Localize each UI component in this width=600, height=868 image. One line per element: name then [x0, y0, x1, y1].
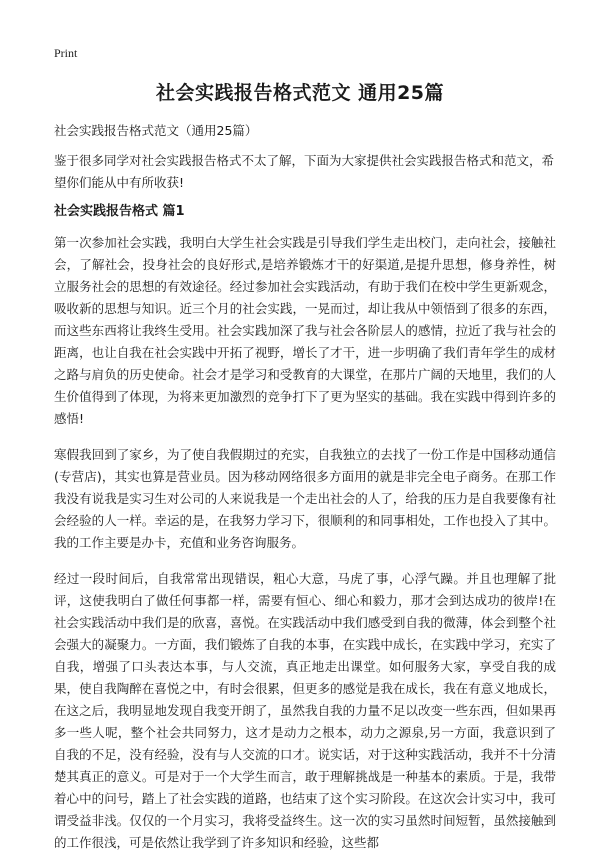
page-title: 社会实践报告格式范文 通用25篇: [155, 82, 445, 104]
body-paragraph-1: 第一次参加社会实践，我明白大学生社会实践是引导我们学生走出校门，走向社会，接触社会，了解社会，投身社会的良好形式,是培养锻炼才干的好渠道,是提升思想，修身养性，树立服务社会的思想的有效途径。经过参加社会实践活动，有助于我们在校中学生更新观念，吸收新的思想与知识。近三个月的社会实践，一晃而过，却让我从中领悟到了很多的东西，而这些东西将让我终生受用。社会实践加深了我与社会各阶层人的感情，拉近了我与社会的距离，也让自我在社会实践中开拓了视野，增长了才干，进一步明确了我们青年学生的成材之路与肩负的历史使命。社会才是学习和受教育的大课堂，在那片广阔的天地里，我们的人生价值得到了体现，为将来更加激烈的竞争打下了更为坚实的基础。我在实践中得到许多的感悟!: [54, 235, 556, 426]
body-paragraph-2: 寒假我回到了家乡，为了使自我假期过的充实，自我独立的去找了一份工作是中国移动通信(专营店)，其实也算是营业员。因为移动网络很多方面用的就是非完全电子商务。在那工作我没有说我是实习生对公司的人来说我是一个走出社会的人了，给我的压力是自我要像有社会经验的人一样。幸运的是，在我努力学习下，很顺利的和同事相处，工作也投入了其中。我的工作主要是办卡，充值和业务咨询服务。: [54, 447, 556, 550]
article-body: [54, 232, 556, 868]
body-paragraph-3: 经过一段时间后，自我常常出现错误，粗心大意，马虎了事，心浮气躁。并且也理解了批评，这使我明白了做任何事都一样，需要有恒心、细心和毅力，那才会到达成功的彼岸!在社会实践活动中我们是的欣喜，喜悦。在实践活动中我们感受到自我的微薄，体会到整个社会强大的凝聚力。一方面，我们锻炼了自我的本事，在实践中成长，在实践中学习，充实了自我，增强了口头表达本事，与人交流，真正地走出课堂。如何服务大家，享受自我的成果，使自我陶醉在喜悦之中，有时会很累，但更多的感觉是我在成长，我在有意义地成长，在这之后，我明显地发现自我变开朗了，虽然我自我的力量不足以改变一些东西，但如果再多一些人呢，整个社会共同努力，这才是动力之根本，动力之源泉,另一方面，我意识到了自我的不足，没有经验，没有与人交流的口才。说实话，对于这种实践活动，我并不十分清楚其真正的意义。可是对于一个大学生而言，敢于理解挑战是一种基本的素质。于是，我带着心中的问号，踏上了社会实践的道路，也结束了这个实习阶段。在这次会计实习中，我可谓受益非浅。仅仅的一个月实习，我将受益终生。这一次的实习虽然时间短暂，虽然接触到的工作很浅，可是依然让我学到了许多知识和经验，这些都: [54, 571, 556, 850]
document-subtitle: 社会实践报告格式范文（通用25篇）: [54, 123, 258, 138]
print-link[interactable]: Print: [54, 46, 78, 60]
section-heading: 社会实践报告格式 篇1: [54, 204, 185, 219]
intro-paragraph: 鉴于很多同学对社会实践报告格式不太了解，下面为大家提供社会实践报告格式和范文，希望你们能从中有所收获!: [54, 153, 555, 190]
